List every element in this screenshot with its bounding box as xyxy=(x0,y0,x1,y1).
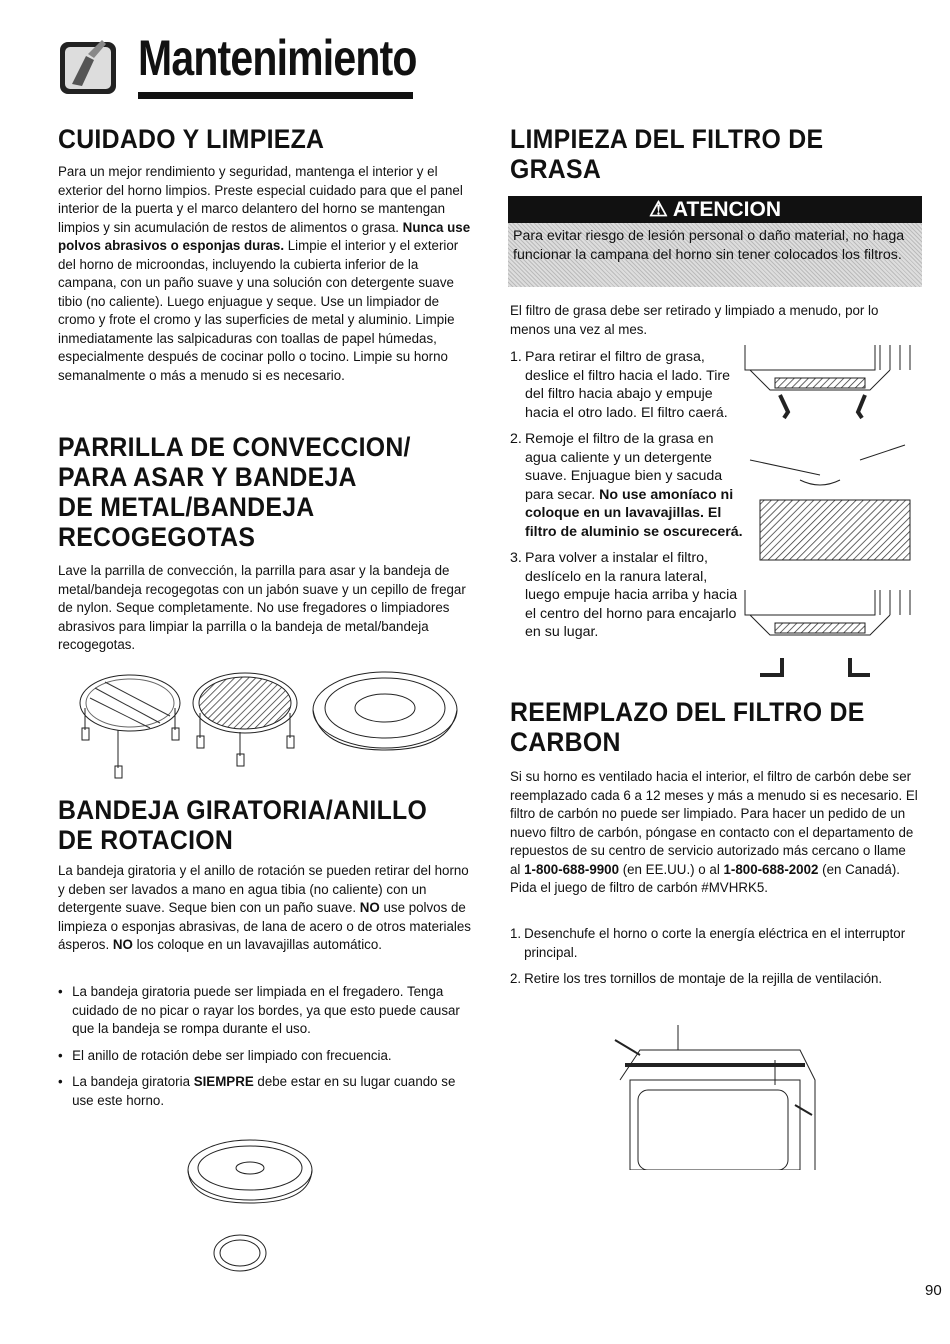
title-underline xyxy=(138,92,413,99)
bold-text: NO xyxy=(359,900,380,916)
list-marker: • xyxy=(58,1047,63,1064)
cleaning-brush-icon xyxy=(58,34,124,96)
heading-line: CARBON xyxy=(510,727,621,757)
text-run: Para un mejor rendimiento y seguridad, mantenga el interior y el exterior del horno limpios. Preste especial cuidado para que el panel interior de la puerta y el marco delantero del horno se mantengan limpios y sin acumulación de restos de alimentos o grasa. xyxy=(58,164,463,236)
bold-text: 1-800-688-2002 xyxy=(723,861,819,878)
grasa-steps xyxy=(510,348,745,650)
bold-text: No use amoníaco ni coloque en un lavavajillas. El filtro de aluminio se oscurecerá. xyxy=(525,486,743,540)
page-title: Mantenimiento xyxy=(138,30,417,86)
text-run: (en Canadá). Pida el juego de filtro de carbón #MVHRK5. xyxy=(510,861,900,896)
heading-line: DE METAL/BANDEJA xyxy=(58,492,315,522)
heading-cuidado: CUIDADO Y LIMPIEZA xyxy=(58,124,325,154)
text-run: debe estar en su lugar cuando se use este horno. xyxy=(72,1074,456,1109)
heading-line: BANDEJA GIRATORIA/ANILLO xyxy=(58,795,428,825)
list-item xyxy=(58,983,472,1039)
list-marker: 3. xyxy=(510,550,522,566)
list-item xyxy=(510,925,919,962)
text-run: (en EE.UU.) o al xyxy=(618,861,724,878)
racks-illustration xyxy=(60,668,480,786)
heading-grasa xyxy=(510,124,823,184)
list-marker: 1. xyxy=(510,349,522,365)
text-run: Para retirar el filtro de grasa, deslice el filtro hacia el lado. Tire del filtro hacia abajo y empuje hacia el otro lado. El filtro caerá. xyxy=(525,349,731,421)
list-item xyxy=(58,1047,472,1066)
text-run: El anillo de rotación debe ser limpiado con frecuencia. xyxy=(72,1047,392,1064)
list-item xyxy=(510,549,745,642)
heading-line: GRASA xyxy=(510,154,602,184)
carbon-paragraph xyxy=(510,768,919,898)
list-marker: 2. xyxy=(510,431,522,447)
filter-removal-illustrations xyxy=(740,340,915,690)
text-run: los coloque en un lavavajillas automático. xyxy=(132,937,382,953)
list-item xyxy=(510,430,745,541)
warning-triangle-icon: ⚠ xyxy=(649,198,673,221)
text-run: La bandeja giratoria puede ser limpiada en el fregadero. Tenga cuidado de no picar o rayar los bordes, ya que esto puede causar que la bandeja se rompa durante el uso. xyxy=(72,984,460,1037)
warning-text: Para evitar riesgo de lesión personal o daño material, no haga funcionar la campana del horno sin tener colocados los filtros. xyxy=(508,223,922,287)
bold-text: 1-800-688-9900 xyxy=(524,861,619,878)
list-item xyxy=(510,970,919,989)
heading-bandeja xyxy=(58,795,427,855)
heading-carbon xyxy=(510,697,865,757)
turntable-illustration xyxy=(180,1135,320,1285)
heading-line: PARA ASAR Y BANDEJA xyxy=(58,462,357,492)
heading-parrilla xyxy=(58,432,411,552)
heading-line: REEMPLAZO DEL FILTRO DE xyxy=(510,697,865,727)
text-run: Si su horno es ventilado hacia el interior, el filtro de carbón debe ser reemplazado cada 6 a 12 meses y más a menudo si es necesario. El filtro de carbón no puede ser limpiado. Para hacer un pedido de un nuevo filtro de carbón, póngase en contacto con el departamento de repuestos de su centro de servicio autorizado más cercano o llame al xyxy=(510,769,918,878)
warning-title: ATENCION xyxy=(672,198,781,221)
list-marker: 2. xyxy=(510,971,522,987)
warning-header xyxy=(508,196,922,223)
heading-line: RECOGEGOTAS xyxy=(58,522,256,552)
list-marker: • xyxy=(58,1074,63,1090)
list-marker: 1. xyxy=(510,926,522,942)
vent-grille-illustration xyxy=(600,1020,830,1170)
text-run: Desenchufe el horno o corte la energía eléctrica en el interruptor principal. xyxy=(524,926,906,961)
list-marker: • xyxy=(58,984,63,1000)
page-number: 90 xyxy=(925,1282,942,1299)
heading-line: PARRILLA DE CONVECCION/ xyxy=(58,432,411,462)
bandeja-paragraph xyxy=(58,862,472,955)
cuidado-paragraph xyxy=(58,163,472,385)
list-item xyxy=(510,348,745,422)
heading-line: LIMPIEZA DEL FILTRO DE xyxy=(510,124,824,154)
text-run: Retire los tres tornillos de montaje de la rejilla de ventilación. xyxy=(524,971,883,987)
carbon-steps xyxy=(510,925,919,997)
text-run: Limpie el interior y el exterior del horno de microondas, incluyendo la cubierta inferior de la campana, con un paño suave y una solución con detergente suave tibio (no caliente). Luego enjuague y seque. Use un limpiador de cromo y frote el cromo y las superficies de metal y aluminio. Limpie inmediatamente las salpicaduras con toallas de papel húmedas, especialmente después de cocinar pollo o tocino. Limpie su horno semanalmente o más a menudo si es necesario. xyxy=(58,238,459,384)
grasa-intro: El filtro de grasa debe ser retirado y limpiado a menudo, por lo menos una vez al mes. xyxy=(510,303,879,338)
bold-text: Nunca use polvos abrasivos o esponjas duras. xyxy=(58,219,471,254)
bold-text: NO xyxy=(112,937,133,953)
text-run: Remoje el filtro de la grasa en agua caliente y un detergente suave. Enjuague bien y sacuda para secar. xyxy=(525,431,723,503)
parrilla-paragraph: Lave la parrilla de convección, la parrilla para asar y la bandeja de metal/bandeja recogegotas con un jabón suave y un cepillo de fregar de nylon. Seque completamente. No use fregadores o limpiadores abrasivos para limpiar la parrilla o la bandeja de metal/bandeja recogegotas. xyxy=(58,563,466,653)
text-run: Para volver a instalar el filtro, deslícelo en la ranura lateral, luego empuje hacia arriba y hacia el centro del horno para encajarlo en su lugar. xyxy=(525,550,738,640)
bold-text: SIEMPRE xyxy=(193,1074,254,1090)
text-run: La bandeja giratoria y el anillo de rotación se pueden retirar del horno y deben ser lavados a mano en agua tibia (no caliente) con un detergente suave. Seque bien con un paño suave. xyxy=(58,863,469,916)
heading-line: DE ROTACION xyxy=(58,825,234,855)
text-run: La bandeja giratoria xyxy=(72,1074,194,1090)
list-item xyxy=(58,1073,472,1110)
text-run: use polvos de limpieza o esponjas abrasivas, de lana de acero o de otros materiales ásperos. xyxy=(58,900,471,953)
bandeja-bullets xyxy=(58,983,472,1118)
